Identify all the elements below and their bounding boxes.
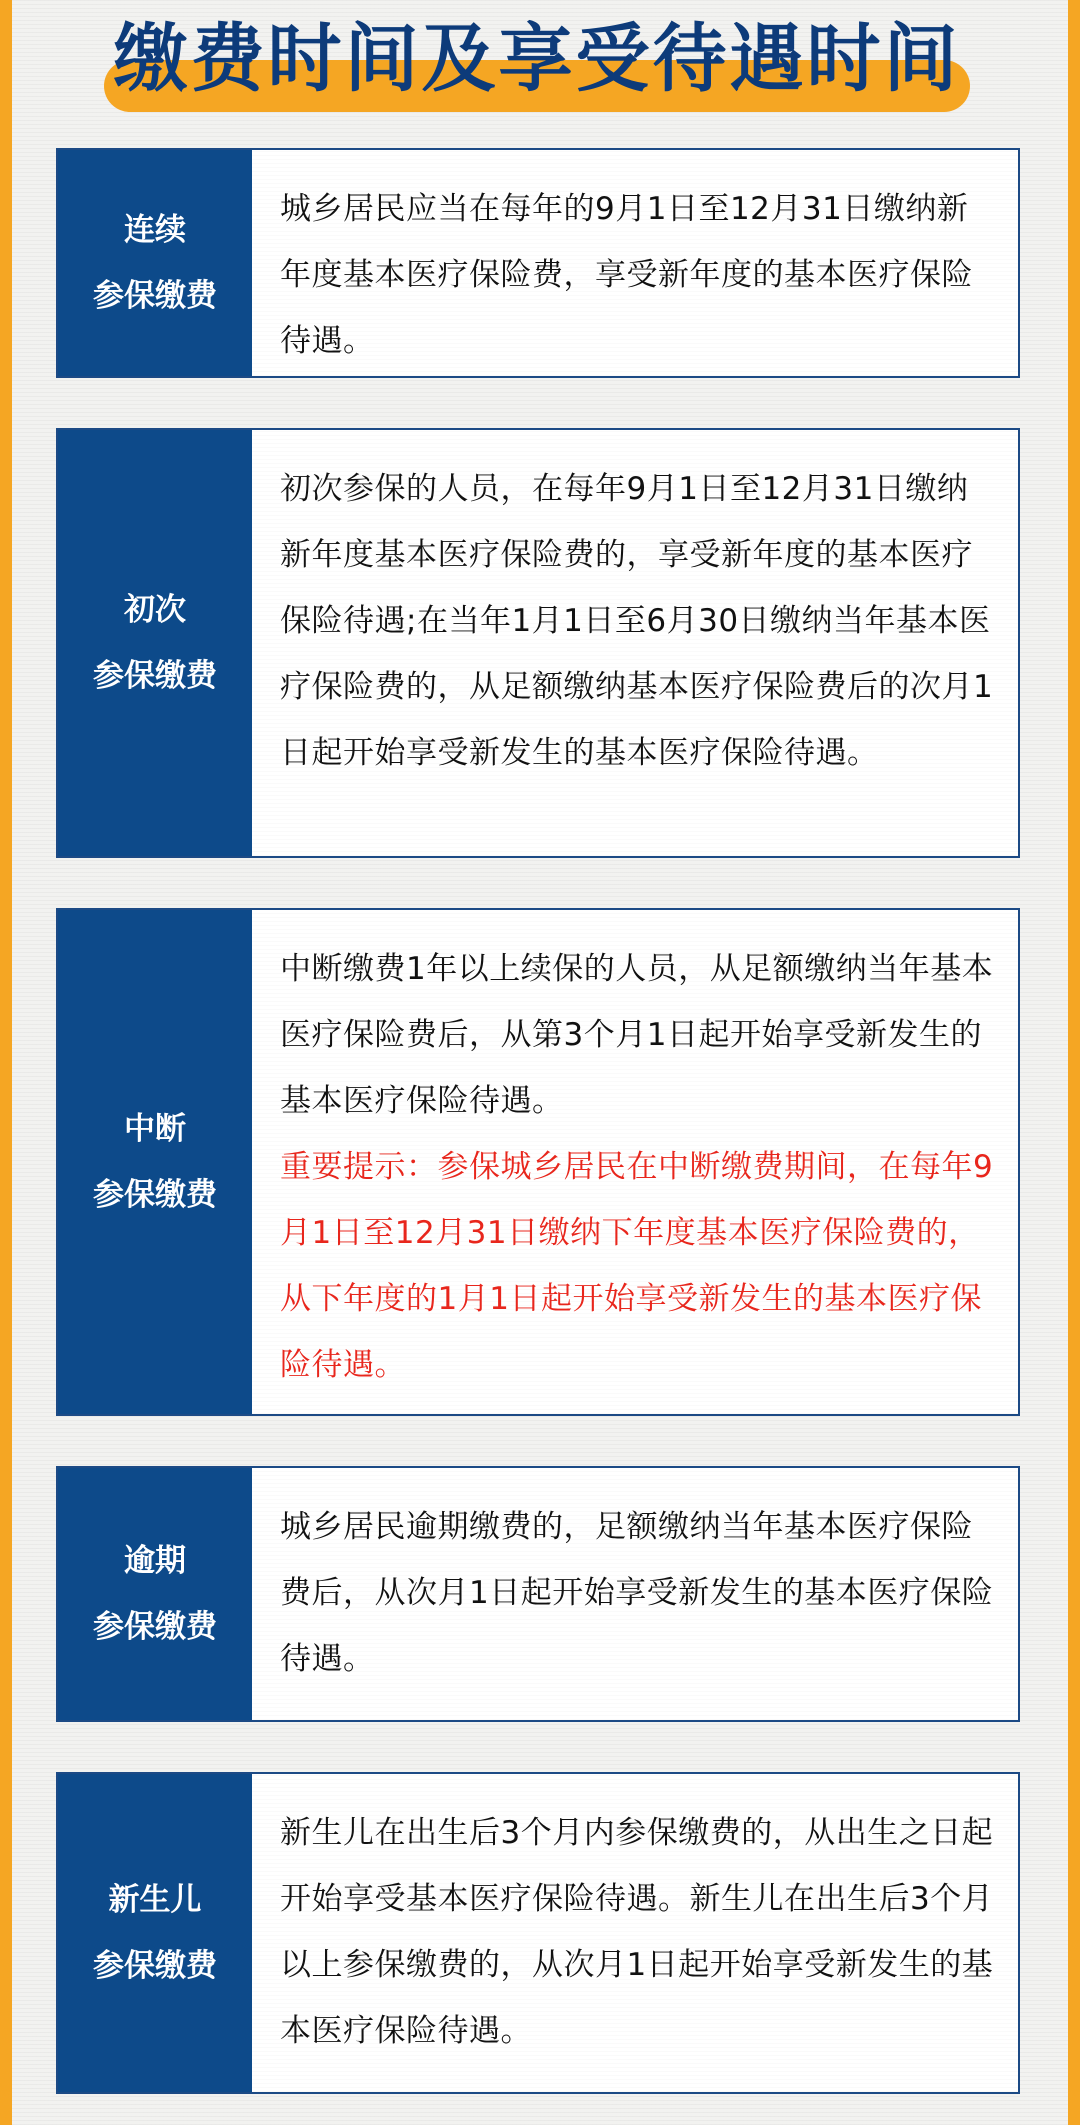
card-label-line1: 中断 xyxy=(124,1111,186,1147)
card-text: 城乡居民应当在每年的9月1日至12月31日缴纳新年度基本医疗保险费，享受新年度的基本医疗保险待遇。 xyxy=(280,191,973,359)
card-text: 初次参保的人员，在每年9月1日至12月31日缴纳新年度基本医疗保险费的，享受新年度的基本医疗保险待遇;在当年1月1日至6月30日缴纳当年基本医疗保险费的，从足额缴纳基本医疗保险费后的次月1日起开始享受新发生的基本医疗保险待遇。 xyxy=(280,471,994,771)
card-label-line1: 初次 xyxy=(124,592,186,628)
card-text: 新生儿在出生后3个月内参保缴费的，从出生之日起开始享受基本医疗保险待遇。新生儿在出生后3个月以上参保缴费的，从次月1日起开始享受新发生的基本医疗保险待遇。 xyxy=(280,1815,994,2049)
card-continuous-enrollment xyxy=(56,148,1020,378)
card-label-line2: 参保缴费 xyxy=(93,1948,217,1984)
card-label xyxy=(58,910,252,1414)
card-label xyxy=(58,150,252,376)
card-label-line1: 连续 xyxy=(124,212,186,248)
card-label-line1: 新生儿 xyxy=(108,1882,202,1918)
card-label xyxy=(58,1468,252,1720)
card-newborn-enrollment xyxy=(56,1772,1020,2094)
card-label xyxy=(58,430,252,856)
page-title: 缴费时间及享受待遇时间 xyxy=(113,16,961,102)
card-content xyxy=(252,910,1018,1414)
card-text: 城乡居民逾期缴费的，足额缴纳当年基本医疗保险费后，从次月1日起开始享受新发生的基本医疗保险待遇。 xyxy=(280,1509,994,1677)
card-label-line1: 逾期 xyxy=(124,1543,186,1579)
page-title-banner xyxy=(104,10,970,118)
card-label-line2: 参保缴费 xyxy=(93,658,217,694)
card-label-line2: 参保缴费 xyxy=(93,278,217,314)
card-overdue-enrollment xyxy=(56,1466,1020,1722)
card-interrupted-enrollment xyxy=(56,908,1020,1416)
card-text: 中断缴费1年以上续保的人员，从足额缴纳当年基本医疗保险费后，从第3个月1日起开始享受新发生的基本医疗保险待遇。 xyxy=(280,951,994,1119)
left-frame-border xyxy=(0,0,12,2125)
card-label-line2: 参保缴费 xyxy=(93,1609,217,1645)
card-label xyxy=(58,1774,252,2092)
right-frame-border xyxy=(1068,0,1080,2125)
card-content xyxy=(252,150,1018,376)
card-content xyxy=(252,430,1018,856)
card-content xyxy=(252,1774,1018,2092)
card-content xyxy=(252,1468,1018,1720)
card-first-enrollment xyxy=(56,428,1020,858)
card-label-line2: 参保缴费 xyxy=(93,1177,217,1213)
important-notice: 重要提示：参保城乡居民在中断缴费期间，在每年9月1日至12月31日缴纳下年度基本医疗保险费的，从下年度的1月1日起开始享受新发生的基本医疗保险待遇。 xyxy=(280,1149,994,1383)
